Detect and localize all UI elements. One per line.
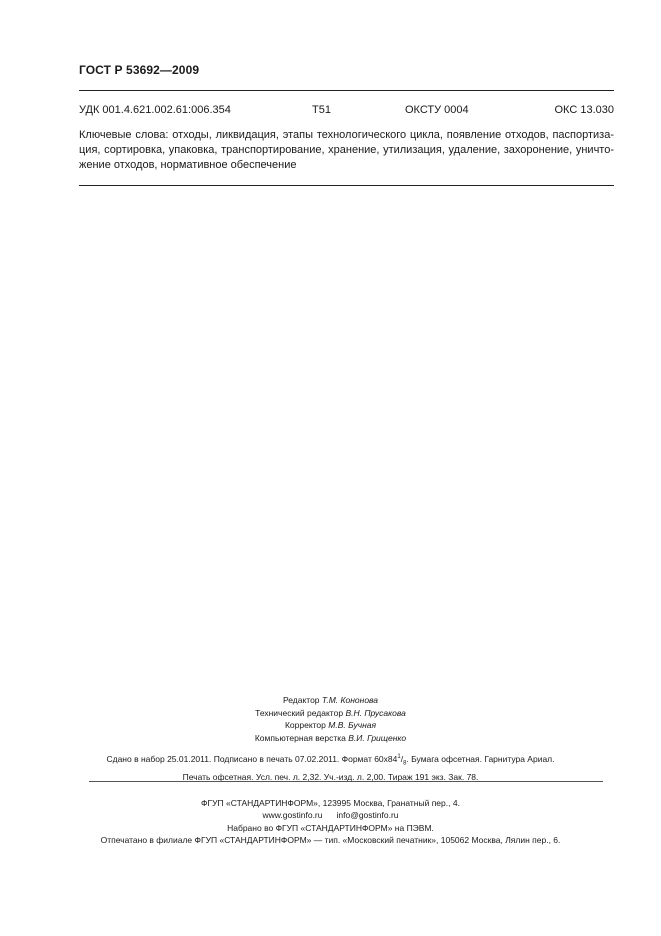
- keywords-line: Ключевые слова: отходы, ликвидация, этапы технологического цикла, появление отходов, паспортиза-: [79, 129, 614, 141]
- print-info-line: Печать офсетная. Усл. печ. л. 2,32. Уч.-изд. л. 2,00. Тираж 191 экз. Зак. 78.: [182, 771, 479, 782]
- credit-role: Компьютерная верстка: [254, 732, 346, 743]
- credit-name: В.И. Грищенко: [348, 732, 407, 743]
- classification-row: [79, 104, 614, 120]
- imprint-divider: [89, 781, 603, 782]
- credits-block: [0, 694, 661, 744]
- print-info-line: [0, 751, 661, 771]
- oks-code: ОКС 13.030: [554, 104, 614, 116]
- credit-name: М.В. Бучная: [328, 720, 377, 730]
- publisher-website[interactable]: www.gostinfo.ru: [262, 810, 323, 821]
- credit-name: В.Н. Прусакова: [345, 707, 406, 718]
- publisher-address: ФГУП «СТАНДАРТИНФОРМ», 123995 Москва, Гранатный пер., 4.: [201, 798, 460, 808]
- credit-role: Редактор: [282, 695, 320, 705]
- keywords-line: ция, сортировка, упаковка, транспортирование, хранение, утилизация, удаление, захоронение, уничто-: [79, 144, 614, 156]
- credit-corrector: [0, 719, 661, 732]
- publisher-contacts: [0, 809, 661, 821]
- publisher-email[interactable]: info@gostinfo.ru: [336, 810, 399, 821]
- publisher-block: [0, 797, 661, 846]
- credit-editor: [0, 694, 661, 707]
- typeset-info: Набрано во ФГУП «СТАНДАРТИНФОРМ» на ПЭВМ.: [227, 822, 434, 833]
- credit-role: Технический редактор: [255, 707, 344, 718]
- top-divider: [79, 90, 614, 91]
- format-fraction-denominator: 8: [403, 760, 407, 767]
- keywords-line: жение отходов, нормативное обеспечение: [79, 159, 297, 171]
- credit-layout: [0, 732, 661, 745]
- credit-role: Корректор: [284, 720, 326, 730]
- print-info-block: [0, 751, 661, 784]
- standard-id: ГОСТ Р 53692—2009: [79, 63, 200, 77]
- credit-name: Т.М. Кононова: [321, 695, 379, 705]
- okstu-code: ОКСТУ 0004: [405, 104, 469, 116]
- udk-code: УДК 001.4.621.002.61:006.354: [79, 104, 231, 116]
- format-fraction-numerator: 1: [397, 754, 401, 760]
- keywords-divider: [79, 185, 614, 186]
- group-code: Т51: [312, 104, 331, 116]
- keywords-block: [79, 128, 614, 173]
- printing-info: Отпечатано в филиале ФГУП «СТАНДАРТИНФОРМ» — тип. «Московский печатник», 105062 Москва, Лялин пер., 6.: [100, 834, 561, 845]
- print-info-text: . Бумага офсетная. Гарнитура Ариал.: [406, 753, 555, 764]
- credit-tech-editor: [0, 707, 661, 720]
- format-fraction-separator: /: [400, 753, 404, 764]
- print-info-text: Сдано в набор 25.01.2011. Подписано в печать 07.02.2011. Формат 60х84: [106, 753, 398, 764]
